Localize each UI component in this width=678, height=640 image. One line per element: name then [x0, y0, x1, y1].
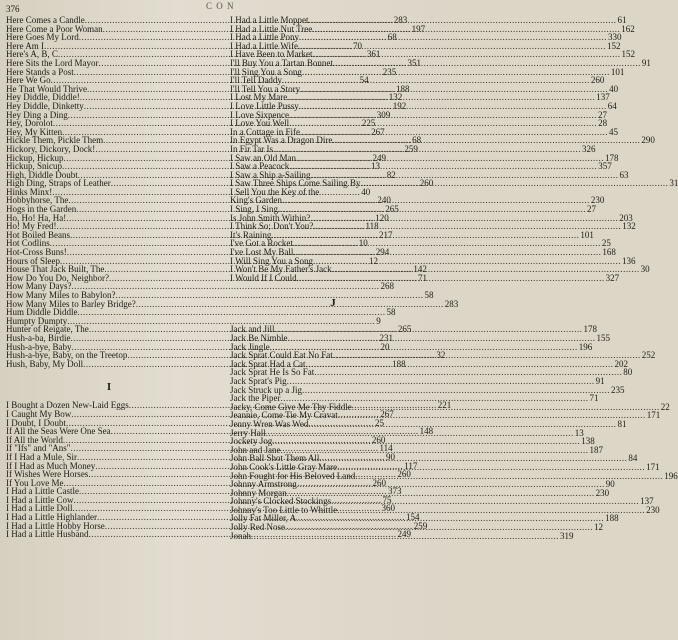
entry-title: Jack Struck up a Jig [230, 384, 302, 395]
entry-title: If All the World [6, 434, 63, 445]
entry-page-number: 54 [359, 75, 369, 86]
entry-title: I Love Sixpence [230, 109, 289, 120]
entry-page-number: 309 [376, 109, 391, 120]
entry-page-number: 9 [376, 315, 381, 326]
entry-title: Here Sits the Lord Mayor [6, 57, 99, 68]
entry-page-number: 188 [392, 358, 406, 369]
entry-title: Hot-Cross Buns! [6, 247, 67, 258]
entry-page-number: 148 [419, 426, 434, 437]
entry-title: I Had a Little Husband [6, 529, 89, 540]
entry-page-number: 22 [660, 401, 670, 412]
entry-title: I Bought a Dozen New-Laid Eggs [6, 400, 129, 411]
entry-title: I'll Tell Daddy [230, 75, 282, 86]
entry-title: Hush, Baby, My Doll [6, 358, 84, 369]
entry-title: Hobbyhorse, The [6, 195, 69, 206]
entry-title: I Love Little Pussy [230, 100, 299, 111]
entry-page-number: 152 [621, 49, 635, 60]
entry-title: Jenny Wren Was Wed [230, 418, 309, 429]
entry-page-number: 268 [380, 281, 394, 292]
entry-title: Johnny Morgan [230, 487, 287, 498]
entry-page-number: 114 [379, 443, 393, 454]
entry-page-number: 168 [602, 247, 616, 258]
entry-page-number: 217 [379, 229, 393, 240]
entry-title: Jack Sprat He Is So Fat [230, 367, 315, 378]
entry-page-number: 101 [580, 229, 594, 240]
entry-page-number: 357 [598, 161, 612, 172]
entry-title: Jack the Piper [230, 393, 281, 404]
entry-page-number: 197 [411, 23, 426, 34]
entry-title: Hinks Minx! [6, 186, 53, 197]
entry-page-number: 178 [605, 152, 619, 163]
entry-title: Hickle Them, Pickle Them [6, 135, 104, 146]
index-entry [230, 529, 574, 541]
entry-title: Is John Smith Within? [230, 212, 311, 223]
entry-page-number: 84 [628, 453, 638, 464]
entry-title: I Saw Three Ships Come Sailing By [230, 178, 361, 189]
entry-title: Here's A, B, C [6, 49, 58, 60]
entry-title: Hush-a-ba, Birdie [6, 332, 71, 343]
entry-title: John Cook's Little Gray Mare [230, 461, 338, 472]
entry-title: I Sell You the Key of the [230, 186, 320, 197]
entry-page-number: 152 [606, 40, 621, 51]
entry-page-number: 45 [608, 126, 618, 137]
entry-title: If You Love Me [6, 477, 64, 488]
entry-page-number: 252 [641, 350, 656, 361]
entry-page-number: 155 [596, 333, 610, 343]
entry-page-number: 259 [404, 143, 418, 154]
entry-page-number: 260 [419, 178, 434, 189]
entry-page-number: 202 [614, 358, 628, 369]
entry-title: How Do You Do, Neighbor? [6, 272, 109, 283]
entry-page-number: 203 [619, 212, 633, 223]
entry-title: Jack Sprat Could Eat No Fat [230, 350, 333, 361]
entry-page-number: 294 [375, 247, 390, 258]
entry-title: Johnny's Too Little to Whittle [230, 504, 338, 515]
entry-page-number: 162 [621, 23, 635, 34]
entry-title: Ho, Ho! Ha, Ha! [6, 212, 67, 223]
entry-page-number: 25 [601, 238, 611, 249]
entry-page-number: 171 [646, 410, 661, 421]
entry-title: I Had a Little Cow [6, 494, 74, 505]
entry-page-number: 132 [388, 92, 403, 103]
entry-page-number: 20 [380, 341, 390, 352]
entry-title: I Had a Little Moppet [230, 15, 309, 25]
entry-title: Jeannie, Come Tie My Cravat [230, 410, 338, 421]
entry-page-number: 330 [608, 32, 622, 43]
entry-title: Jockety Jog [230, 436, 273, 447]
entry-title: I Had a Little Wife [230, 40, 298, 51]
entry-title: Here Come a Poor Woman [6, 23, 103, 34]
entry-page-number: 31 [669, 178, 678, 189]
entry-title: I Had a Little Hobby Horse [6, 520, 105, 531]
entry-page-number: 40 [609, 83, 619, 94]
entry-title: Ho! My Fred! [6, 221, 57, 232]
entry-page-number: 326 [581, 143, 596, 154]
entry-page-number: 249 [372, 152, 386, 163]
entry-title: I'll Sing You a Song [230, 66, 302, 77]
entry-page-number: 71 [589, 393, 599, 404]
entry-page-number: 188 [605, 513, 619, 524]
entry-page-number: 91 [641, 57, 651, 68]
entry-page-number: 71 [418, 272, 427, 283]
entry-page-number: 171 [646, 461, 660, 472]
entry-title: John Fought for His Beloved Land [230, 470, 356, 481]
page-number: 376 [6, 4, 20, 14]
entry-title: Jolly Fat Miller, A [230, 513, 297, 524]
entry-page-number: 230 [646, 504, 660, 515]
entry-title: Here Stands a Post [6, 66, 74, 77]
entry-page-number: 154 [405, 512, 420, 523]
entry-page-number: 13 [574, 427, 584, 438]
entry-page-number: 81 [617, 418, 627, 429]
entry-page-number: 178 [583, 324, 597, 335]
entry-title: I Won't Be My Father's Jack [230, 264, 332, 275]
entry-title: Johnny's Clocked Stockings [230, 496, 332, 507]
entry-page-number: 267 [371, 126, 385, 137]
entry-page-number: 137 [596, 92, 610, 103]
entry-page-number: 137 [640, 496, 654, 507]
entry-page-number: 265 [385, 204, 399, 215]
entry-page-number: 136 [622, 255, 636, 266]
entry-page-number: 32 [436, 350, 446, 361]
entry-title: Jack Jingle [230, 341, 270, 352]
entry-title: In Egypt Was a Dragon Dire [230, 135, 333, 146]
entry-page-number: 58 [424, 290, 434, 300]
entry-page-number: 90 [605, 479, 615, 490]
entry-page-number: 327 [605, 272, 620, 283]
entry-page-number: 260 [371, 434, 386, 445]
entry-title: I've Got a Rocket [230, 238, 293, 249]
entry-title: Hot Codlins [6, 238, 50, 249]
entry-title: Humpty Dumpty [6, 315, 68, 326]
entry-title: I Sing, I Sing [230, 204, 279, 215]
entry-page-number: 64 [607, 100, 617, 111]
entry-page-number: 68 [412, 135, 422, 146]
entry-title: I Had a Little Castle [6, 486, 79, 497]
entry-title: I Lost My Mare [230, 92, 288, 103]
entry-title: If I Had a Mule, Sir [6, 451, 77, 462]
entry-page-number: 13 [371, 161, 380, 172]
entry-page-number: 259 [413, 520, 428, 531]
entry-page-number: 319 [560, 530, 574, 541]
entry-title: I Would If I Could [230, 272, 297, 283]
entry-page-number: 231 [379, 332, 393, 343]
entry-title: I Had a Little Nut Tree [230, 23, 313, 34]
entry-page-number: 27 [587, 204, 597, 215]
entry-page-number: 82 [386, 169, 396, 180]
entry-page-number: 290 [641, 135, 655, 146]
entry-page-number: 118 [365, 221, 379, 232]
entry-page-number: 283 [444, 298, 459, 309]
entry-page-number: 260 [590, 75, 605, 86]
entry-title: Hunter of Reigate, The [6, 324, 89, 335]
entry-title: I've Lost My Ball [230, 247, 294, 258]
entry-page-number: 40 [361, 186, 371, 197]
entry-title: King's Garden [230, 195, 282, 206]
entry-page-number: 90 [385, 451, 395, 462]
entry-page-number: 68 [387, 32, 397, 43]
entry-page-number: 75 [382, 494, 392, 505]
entry-title: I Doubt, I Doubt [6, 417, 66, 428]
entry-title: Jack and Jill [230, 324, 275, 335]
entry-title: In a Cottage in Fife [230, 126, 300, 137]
entry-title: How Many Miles to Babylon? [6, 290, 116, 300]
entry-page-number: 58 [386, 307, 396, 318]
section-letter-i: I [106, 381, 112, 394]
entry-page-number: 138 [581, 436, 595, 447]
entry-title: Johnny Armstrong [230, 479, 297, 490]
entry-title: How Many Miles to Barley Bridge? [6, 298, 136, 309]
entry-page-number: 283 [393, 15, 408, 25]
entry-title: I Had a Little Highlander [6, 512, 97, 523]
entry-page-number: 10 [358, 238, 368, 249]
entry-title: Hours of Sleep [6, 255, 60, 266]
dot-leader [251, 529, 559, 541]
entry-page-number: 230 [590, 195, 605, 206]
entry-title: Hogs in the Garden [6, 204, 77, 215]
section-letter-j: J [330, 297, 336, 310]
entry-title: Jack Sprat Had a Cat [230, 358, 306, 369]
entry-page-number: 235 [611, 384, 625, 395]
entry-title: I Saw a Ship a-Sailing [230, 169, 311, 180]
entry-title: It's Raining [230, 229, 272, 240]
entry-title: Jonah [230, 530, 251, 541]
entry-page-number: 12 [369, 255, 378, 266]
entry-title: Hickup, Snicup [6, 161, 62, 172]
entry-title: Here Am I [6, 40, 44, 51]
entry-title: House That Jack Built, The [6, 264, 105, 275]
entry-title: Hickory, Dickory, Dock! [6, 143, 96, 154]
running-head [6, 3, 434, 15]
entry-title: Jolly Red Nose [230, 522, 285, 533]
entry-page-number: 260 [397, 469, 411, 480]
entry-title: Hickup, Hickup [6, 152, 64, 163]
entry-page-number: 91 [595, 375, 605, 386]
entry-title: I Will Sing You a Song [230, 255, 313, 266]
entry-page-number: 63 [619, 169, 629, 180]
entry-title: Hey Diddle, Diddle! [6, 92, 80, 103]
entry-title: I Love You Well [230, 118, 290, 129]
entry-page-number: 120 [375, 212, 389, 223]
entry-page-number: 28 [598, 118, 608, 129]
entry-page-number: 373 [387, 486, 402, 497]
entry-title: John Ball Shot Them All [230, 453, 320, 464]
entry-title: I Have Been to Market [230, 49, 313, 60]
running-head-title: C O N [206, 1, 235, 11]
entry-page-number: 25 [375, 417, 384, 428]
entry-page-number: 101 [610, 66, 625, 77]
entry-title: I'll Tell You a Story [230, 83, 301, 94]
entry-page-number: 351 [407, 57, 421, 68]
entry-title: Hush-a-bye, Baby [6, 341, 72, 352]
entry-title: If I Had as Much Money [6, 460, 96, 471]
entry-page-number: 267 [380, 408, 394, 419]
entry-page-number: 240 [377, 195, 391, 206]
entry-title: Hush-a-bye, Baby, on the Treetop [6, 350, 128, 361]
entry-title: I Had a Little Pony [230, 32, 299, 43]
entry-title: Hot Boiled Beans [6, 229, 70, 240]
entry-page-number: 142 [413, 264, 427, 275]
entry-title: I Saw an Old Man [230, 152, 296, 163]
entry-page-number: 188 [396, 83, 410, 94]
entry-page-number: 235 [382, 66, 397, 77]
index-entry [230, 272, 620, 283]
entry-title: How Many Days? [6, 281, 72, 292]
entry-page-number: 360 [381, 503, 395, 514]
entry-title: I Caught My Bow [6, 408, 72, 419]
entry-page-number: 196 [578, 341, 593, 352]
entry-page-number: 192 [392, 100, 407, 111]
entry-title: Jack Be Nimble [230, 333, 288, 343]
entry-page-number: 30 [640, 264, 650, 275]
entry-page-number: 70 [353, 40, 362, 51]
entry-page-number: 225 [361, 118, 376, 129]
entry-title: If All the Seas Were One Sea [6, 426, 111, 437]
entry-title: Hey, My Kitten [6, 126, 63, 137]
entry-title: He That Would Thrive [6, 83, 88, 94]
entry-page-number: 61 [617, 15, 627, 25]
entry-page-number: 132 [622, 221, 636, 232]
entry-title: I Had a Little Doll [6, 503, 73, 514]
entry-page-number: 260 [372, 477, 386, 488]
entry-title: High, Diddle Doubt [6, 169, 78, 180]
entry-title: Hey, Dorolot [6, 118, 53, 129]
entry-page-number: 221 [437, 400, 452, 411]
index-columns [6, 15, 678, 541]
entry-page-number: 361 [366, 49, 381, 60]
dot-leader [297, 274, 605, 283]
entry-title: I Saw a Peacock [230, 161, 290, 172]
entry-title: Here Goes My Lord [6, 32, 79, 43]
entry-title: Here We Go [6, 75, 51, 86]
entry-page-number: 27 [597, 109, 607, 120]
entry-page-number: 187 [589, 444, 603, 455]
entry-page-number: 196 [664, 470, 678, 481]
entry-page-number: 12 [594, 522, 603, 533]
entry-title: In Fir Tar Is [230, 143, 273, 154]
entries-i-continued [230, 15, 678, 283]
entry-title: If Wishes Were Horses [6, 469, 89, 480]
entry-title: Hey Diddle, Dinketty [6, 100, 84, 111]
entry-page-number: 230 [595, 487, 610, 498]
entry-title: High Ding, Straps of Leather [6, 178, 111, 189]
entry-title: Jerry Hall [230, 427, 266, 438]
dot-leader [360, 179, 668, 188]
entry-title: I Think So; Don't You? [230, 221, 314, 232]
entry-page-number: 80 [623, 367, 633, 378]
entry-page-number: 249 [397, 529, 411, 540]
entry-title: Hey Ding a Ding [6, 109, 68, 120]
entry-title: If "Ifs" and "Ans" [6, 443, 71, 454]
entry-title: Here Comes a Candle [6, 15, 85, 25]
entry-page-number: 117 [404, 460, 418, 471]
entry-title: Jack Sprat's Pig [230, 375, 287, 386]
entry-title: I'll Buy You a Tartan Bonnet [230, 57, 333, 68]
entry-title: John and Jane [230, 444, 281, 455]
entry-title: Jacky, Come Give Me Thy Fiddle [230, 401, 352, 412]
entry-title: Hum Diddle Diddle [6, 307, 78, 318]
entry-page-number: 265 [397, 324, 412, 335]
